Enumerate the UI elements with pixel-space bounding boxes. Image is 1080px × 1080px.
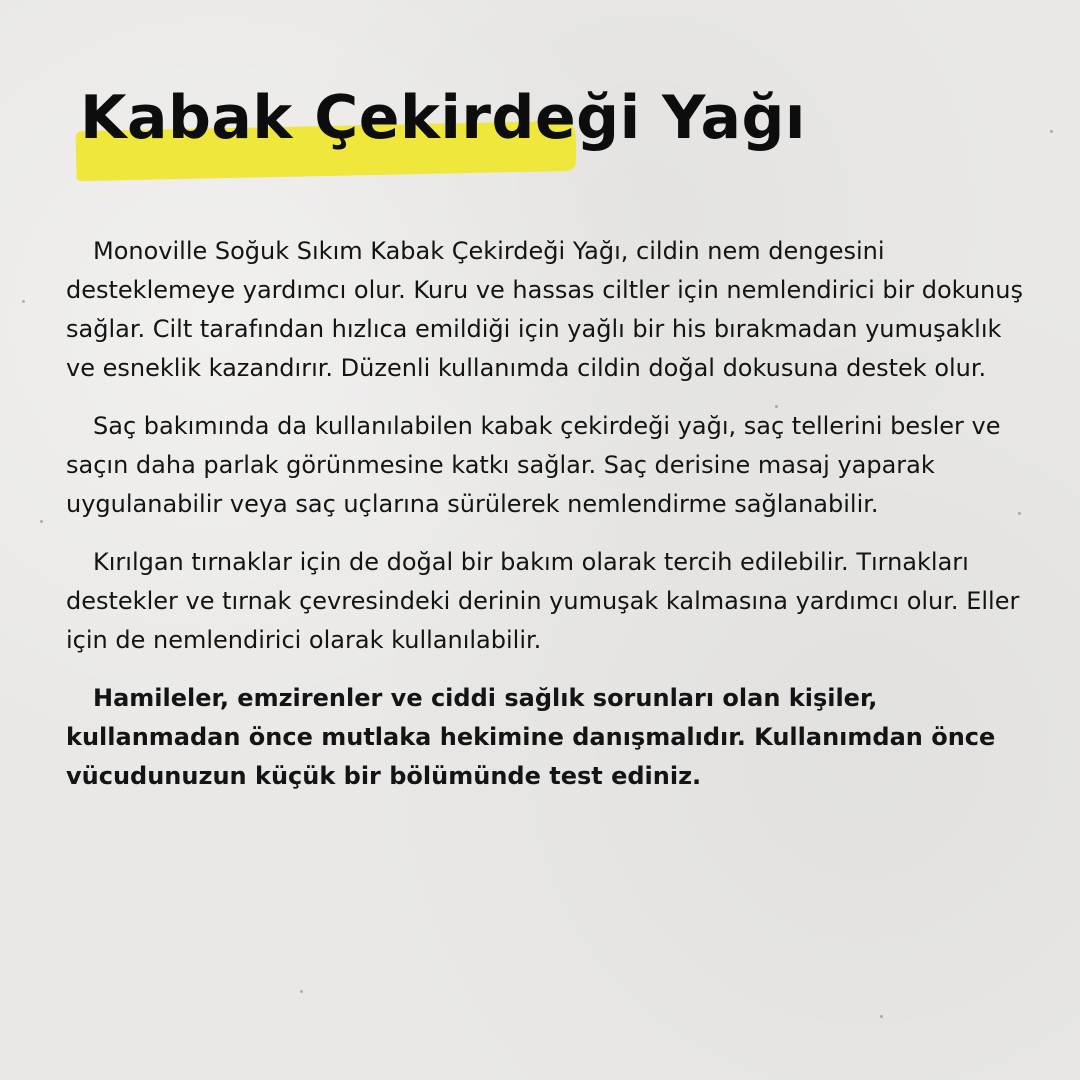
paper-speck	[1050, 130, 1053, 133]
paper-speck	[22, 300, 25, 303]
paragraph-nails: Kırılgan tırnaklar için de doğal bir bakım olarak tercih edilebilir. Tırnakları destekler ve tırnak çevresindeki derinin yumuşak kalmasına yardımcı olur. Eller için de nemlendirici olarak kullanılabilir.	[66, 548, 1020, 654]
paragraph-skin: Monoville Soğuk Sıkım Kabak Çekirdeği Yağı, cildin nem dengesini desteklemeye yardımcı olur. Kuru ve hassas ciltler için nemlendirici bir dokunuş sağlar. Cilt tarafından hızlıca emildiği için yağlı bir his bırakmadan yumuşaklık ve esneklik kazandırır. Düzenli kullanımda cildin doğal dokusuna destek olur.	[66, 237, 1023, 382]
paper-speck	[880, 1015, 883, 1018]
paper-speck	[300, 990, 303, 993]
body-text	[66, 232, 1026, 815]
title-block	[80, 82, 860, 202]
paragraph-hair: Saç bakımında da kullanılabilen kabak çekirdeği yağı, saç tellerini besler ve saçın daha parlak görünmesine katkı sağlar. Saç derisine masaj yaparak uygulanabilir veya saç uçlarına sürülerek nemlendirme sağlanabilir.	[66, 412, 1001, 518]
page-title: Kabak Çekirdeği Yağı	[80, 83, 806, 153]
paper-speck	[40, 520, 43, 523]
warning-paragraph: Hamileler, emzirenler ve ciddi sağlık sorunları olan kişiler, kullanmadan önce mutlaka hekimine danışmalıdır. Kullanımdan önce vücudunuzun küçük bir bölümünde test ediniz.	[66, 684, 996, 790]
